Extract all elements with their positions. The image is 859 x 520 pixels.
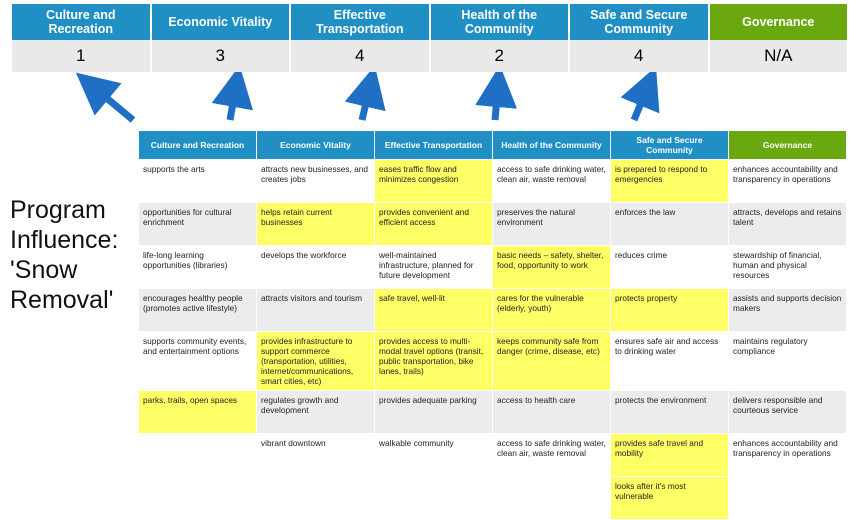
matrix-cell: access to safe drinking water, clean air, waste removal bbox=[493, 434, 611, 477]
matrix-header-effective-transportation: Effective Transportation bbox=[375, 131, 493, 160]
matrix-cell: eases traffic flow and minimizes congestion bbox=[375, 160, 493, 203]
matrix-cell: reduces crime bbox=[611, 246, 729, 289]
matrix-header-row bbox=[139, 131, 847, 160]
influence-matrix-table bbox=[138, 130, 847, 520]
matrix-cell: regulates growth and development bbox=[257, 391, 375, 434]
matrix-cell bbox=[139, 477, 257, 520]
score-economic-vitality: 3 bbox=[152, 40, 292, 72]
matrix-cell: supports community events, and entertainment options bbox=[139, 332, 257, 391]
matrix-header-culture-and-recreation: Culture and Recreation bbox=[139, 131, 257, 160]
matrix-cell: delivers responsible and courteous service bbox=[729, 391, 847, 434]
matrix-cell: maintains regulatory compliance bbox=[729, 332, 847, 391]
matrix-cell: well-maintained infrastructure, planned for future development bbox=[375, 246, 493, 289]
matrix-cell: preserves the natural environment bbox=[493, 203, 611, 246]
matrix-header-economic-vitality: Economic Vitality bbox=[257, 131, 375, 160]
score-safe-and-secure-community: 4 bbox=[570, 40, 710, 72]
matrix-cell: enhances accountability and transparency in operations bbox=[729, 434, 847, 477]
matrix-cell: protects property bbox=[611, 289, 729, 332]
matrix-cell: encourages healthy people (promotes active lifestyle) bbox=[139, 289, 257, 332]
matrix-cell: safe travel, well-lit bbox=[375, 289, 493, 332]
arrow-icon-1 bbox=[92, 86, 133, 120]
matrix-cell: access to safe drinking water, clean air, waste removal bbox=[493, 160, 611, 203]
arrow-group bbox=[0, 72, 859, 132]
header-cell-effective-transportation bbox=[291, 4, 431, 40]
matrix-cell: looks after it's most vulnerable bbox=[611, 477, 729, 520]
matrix-header-governance: Governance bbox=[729, 131, 847, 160]
matrix-cell: basic needs – safety, shelter, food, opportunity to work bbox=[493, 246, 611, 289]
header-cell-governance bbox=[710, 4, 848, 40]
caption-line-1: Program bbox=[10, 196, 106, 224]
score-governance: N/A bbox=[764, 46, 793, 65]
matrix-cell: provides adequate parking bbox=[375, 391, 493, 434]
caption-line-3: 'Snow bbox=[10, 256, 78, 284]
matrix-cell bbox=[375, 477, 493, 520]
header-label: Governance bbox=[742, 15, 815, 29]
matrix-cell: attracts new businesses, and creates jobs bbox=[257, 160, 375, 203]
matrix-cell: assists and supports decision makers bbox=[729, 289, 847, 332]
matrix-cell: opportunities for cultural enrichment bbox=[139, 203, 257, 246]
matrix-cell: enhances accountability and transparency in operations bbox=[729, 160, 847, 203]
arrow-icon-4 bbox=[495, 86, 498, 120]
matrix-cell: attracts, develops and retains talent bbox=[729, 203, 847, 246]
matrix-cell: is prepared to respond to emergencies bbox=[611, 160, 729, 203]
score-row bbox=[12, 40, 847, 72]
matrix-cell: cares for the vulnerable (elderly, youth) bbox=[493, 289, 611, 332]
table-row bbox=[139, 391, 847, 434]
header-cell-economic-vitality bbox=[152, 4, 292, 40]
score-health-of-the-community: 2 bbox=[431, 40, 571, 72]
matrix-cell: develops the workforce bbox=[257, 246, 375, 289]
matrix-cell bbox=[493, 477, 611, 520]
strategic-priorities-header bbox=[12, 4, 847, 40]
matrix-cell: provides infrastructure to support commerce (transportation, utilities, internet/communications, smart cities, etc) bbox=[257, 332, 375, 391]
matrix-cell: enforces the law bbox=[611, 203, 729, 246]
matrix-cell: attracts visitors and tourism bbox=[257, 289, 375, 332]
matrix-cell: access to health care bbox=[493, 391, 611, 434]
matrix-cell bbox=[729, 477, 847, 520]
header-label: Economic Vitality bbox=[168, 15, 273, 29]
matrix-cell: life-long learning opportunities (libraries) bbox=[139, 246, 257, 289]
program-influence-caption bbox=[10, 195, 140, 315]
caption-line-4: Removal' bbox=[10, 286, 114, 314]
table-row bbox=[139, 477, 847, 520]
matrix-cell: vibrant downtown bbox=[257, 434, 375, 477]
matrix-cell: provides safe travel and mobility bbox=[611, 434, 729, 477]
matrix-cell: stewardship of financial, human and physical resources bbox=[729, 246, 847, 289]
header-label: Effective Transportation bbox=[315, 8, 404, 36]
table-row bbox=[139, 289, 847, 332]
header-label: Culture and Recreation bbox=[46, 8, 116, 36]
matrix-cell: helps retain current businesses bbox=[257, 203, 375, 246]
matrix-body bbox=[139, 160, 847, 520]
table-row bbox=[139, 332, 847, 391]
matrix-header-safe-and-secure-community: Safe and Secure Community bbox=[611, 131, 729, 160]
matrix-cell: provides convenient and efficient access bbox=[375, 203, 493, 246]
table-row bbox=[139, 203, 847, 246]
table-row bbox=[139, 246, 847, 289]
header-label: Health of the Community bbox=[461, 8, 538, 36]
matrix-cell: supports the arts bbox=[139, 160, 257, 203]
matrix-header-health-of-the-community: Health of the Community bbox=[493, 131, 611, 160]
arrow-icon-5 bbox=[634, 86, 648, 120]
matrix-cell bbox=[257, 477, 375, 520]
matrix-cell: parks, trails, open spaces bbox=[139, 391, 257, 434]
matrix-cell: walkable community bbox=[375, 434, 493, 477]
matrix-cell: ensures safe air and access to drinking water bbox=[611, 332, 729, 391]
score-culture-and-recreation: 1 bbox=[12, 40, 152, 72]
arrow-icon-3 bbox=[362, 86, 370, 120]
matrix-cell: provides access to multi-modal travel options (transit, public transportation, bike lanes, trails) bbox=[375, 332, 493, 391]
caption-line-2: Influence: bbox=[10, 226, 119, 254]
table-row bbox=[139, 434, 847, 477]
matrix-cell: protects the environment bbox=[611, 391, 729, 434]
header-cell-safe-and-secure-community bbox=[570, 4, 710, 40]
arrow-icon-2 bbox=[230, 86, 236, 120]
header-label: Safe and Secure Community bbox=[590, 8, 688, 36]
header-cell-health-of-the-community bbox=[431, 4, 571, 40]
score-effective-transportation: 4 bbox=[291, 40, 431, 72]
header-cell-culture-and-recreation bbox=[12, 4, 152, 40]
matrix-cell: keeps community safe from danger (crime, disease, etc) bbox=[493, 332, 611, 391]
matrix-cell bbox=[139, 434, 257, 477]
table-row bbox=[139, 160, 847, 203]
